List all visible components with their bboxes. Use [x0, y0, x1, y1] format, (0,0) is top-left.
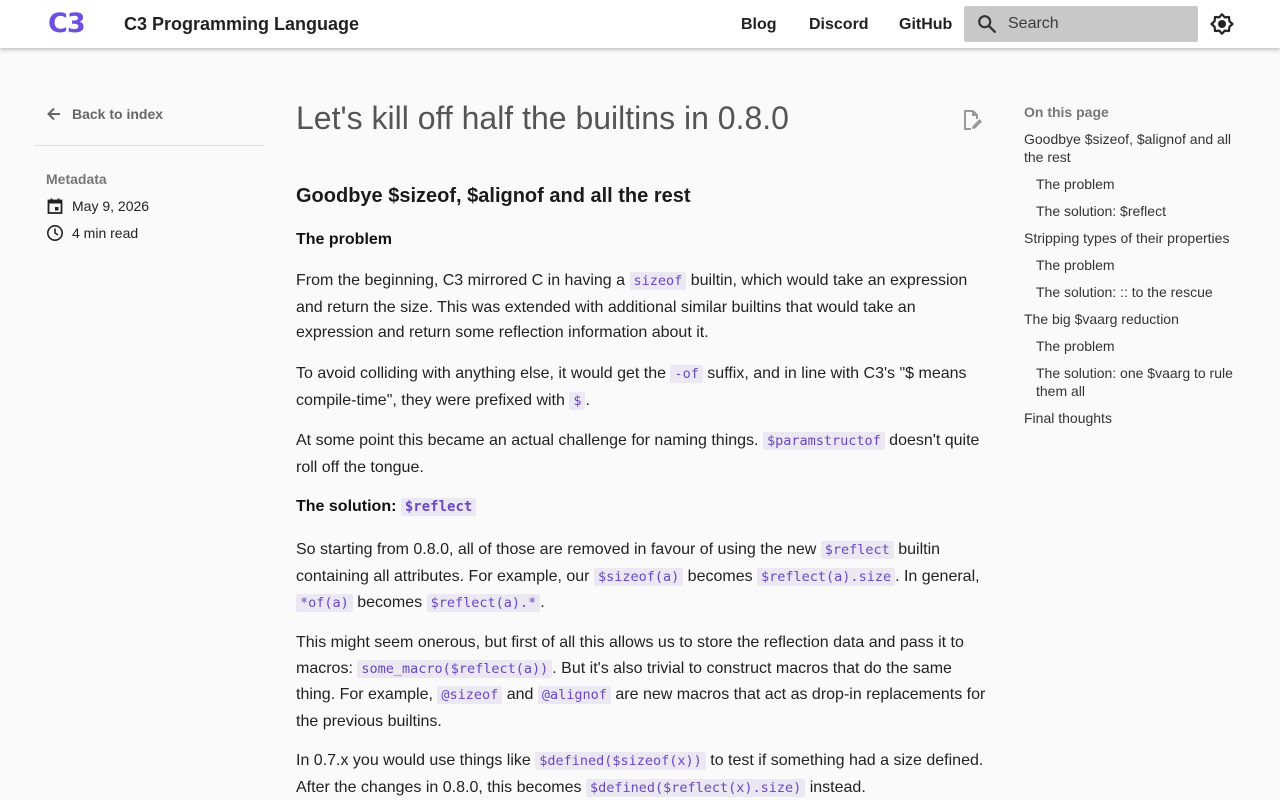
- article-title: Let's kill off half the builtins in 0.8.0: [296, 100, 789, 136]
- toc-title: On this page: [1024, 104, 1109, 120]
- text: builtin, which would take an expression and return the size. This was extended with additional similar builtins that would take an expression and return some reflection information about it.: [296, 272, 968, 342]
- edit-page-icon[interactable]: [960, 108, 984, 132]
- inline-code: some_macro($reflect(a)): [357, 660, 552, 678]
- nav-link-github[interactable]: GitHub: [899, 16, 953, 33]
- clock-icon: [46, 224, 64, 242]
- search-icon: [976, 13, 998, 35]
- inline-code: -of: [670, 365, 702, 383]
- toc-item[interactable]: The solution: :: to the rescue: [1036, 284, 1213, 300]
- table-of-contents: [1024, 130, 1240, 436]
- nav-link-blog[interactable]: Blog: [741, 16, 777, 33]
- site-title[interactable]: C3 Programming Language: [124, 14, 360, 34]
- toc-item[interactable]: The problem: [1036, 257, 1115, 273]
- inline-code: *of(a): [296, 594, 353, 612]
- calendar-icon: [46, 197, 64, 215]
- subheading-the-problem: The problem: [296, 231, 393, 248]
- text: To avoid colliding with anything else, it would get the: [296, 365, 671, 382]
- toc-item[interactable]: Stripping types of their properties: [1024, 230, 1230, 246]
- inline-code: $sizeof(a): [594, 568, 683, 586]
- post-date: May 9, 2026: [72, 198, 150, 214]
- back-to-index-link[interactable]: [46, 104, 163, 124]
- c3-logo[interactable]: C3: [48, 8, 85, 39]
- metadata-heading: Metadata: [46, 171, 107, 187]
- text: So starting from 0.8.0, all of those are removed in favour of using the new: [296, 541, 821, 558]
- paragraph-5: [296, 630, 986, 734]
- section-heading-goodbye: Goodbye $sizeof, $alignof and all the rest: [296, 185, 691, 207]
- text: doesn't quite roll off the tongue.: [296, 432, 980, 476]
- toc-item[interactable]: The solution: $reflect: [1036, 203, 1166, 219]
- text: are new macros that act as drop-in replacements for the previous builtins.: [296, 686, 986, 730]
- text: becomes: [352, 594, 427, 612]
- top-header: [0, 0, 1280, 48]
- search-box[interactable]: [964, 6, 1198, 42]
- inline-code: $reflect(a).*: [427, 594, 541, 612]
- toc-item[interactable]: The problem: [1036, 338, 1115, 354]
- text: becomes: [683, 567, 758, 585]
- paragraph-6: [296, 748, 986, 800]
- text: . In general,: [895, 567, 980, 585]
- paragraph-3: [296, 428, 986, 480]
- date-row: [46, 197, 149, 215]
- paragraph-2: [296, 361, 986, 414]
- inline-code: sizeof: [630, 272, 687, 290]
- toc-item[interactable]: The solution: one $vaarg to rule them all: [1036, 365, 1233, 399]
- text: and: [502, 686, 538, 704]
- inline-code: $defined($reflect(x).size): [586, 779, 805, 797]
- text: . But it's also trivial to construct macros that do the same thing. For example,: [296, 659, 952, 704]
- inline-code: $reflect: [821, 541, 894, 559]
- text: .: [540, 594, 545, 612]
- text: From the beginning, C3 mirrored C in having a: [296, 272, 630, 289]
- toc-item[interactable]: Final thoughts: [1024, 410, 1112, 426]
- text: to test if something had a size defined. After the changes in 0.8.0, this becomes: [296, 752, 984, 796]
- inline-code: @alignof: [538, 686, 611, 704]
- subheading-the-solution: [296, 497, 476, 517]
- search-input[interactable]: [1008, 6, 1188, 42]
- page-body: [0, 48, 1280, 800]
- inline-code: @sizeof: [437, 686, 502, 704]
- nav-link-discord[interactable]: Discord: [809, 16, 869, 33]
- text: In 0.7.x you would use things like: [296, 752, 536, 769]
- text: .: [585, 391, 590, 409]
- inline-code: $defined($sizeof(x)): [535, 752, 706, 770]
- text: instead.: [805, 778, 866, 796]
- read-time-row: [46, 224, 138, 242]
- inline-code: $: [569, 392, 585, 410]
- text: builtin containing all attributes. For example, our: [296, 541, 941, 585]
- read-time: 4 min read: [72, 225, 139, 241]
- arrow-left-icon: [46, 106, 62, 122]
- paragraph-1: [296, 268, 986, 346]
- inline-code: $paramstructof: [763, 432, 885, 450]
- toc-item[interactable]: The problem: [1036, 176, 1115, 192]
- paragraph-4: [296, 537, 986, 617]
- toc-item[interactable]: The big $vaarg reduction: [1024, 311, 1179, 327]
- inline-code: $reflect: [401, 498, 476, 516]
- text: suffix, and in line with C3's "$ means compile-time", they were prefixed with: [296, 365, 967, 409]
- brightness-icon[interactable]: [1210, 12, 1234, 36]
- back-to-index-label: Back to index: [72, 106, 164, 122]
- sidebar-divider: [34, 145, 264, 146]
- text: The solution:: [296, 498, 401, 515]
- inline-code: $reflect(a).size: [757, 568, 895, 586]
- toc-item[interactable]: Goodbye $sizeof, $alignof and all the rest: [1024, 131, 1232, 165]
- text: At some point this became an actual challenge for naming things.: [296, 432, 763, 449]
- text: This might seem onerous, but first of all this allows us to store the reflection data and pass it to macros:: [296, 634, 964, 677]
